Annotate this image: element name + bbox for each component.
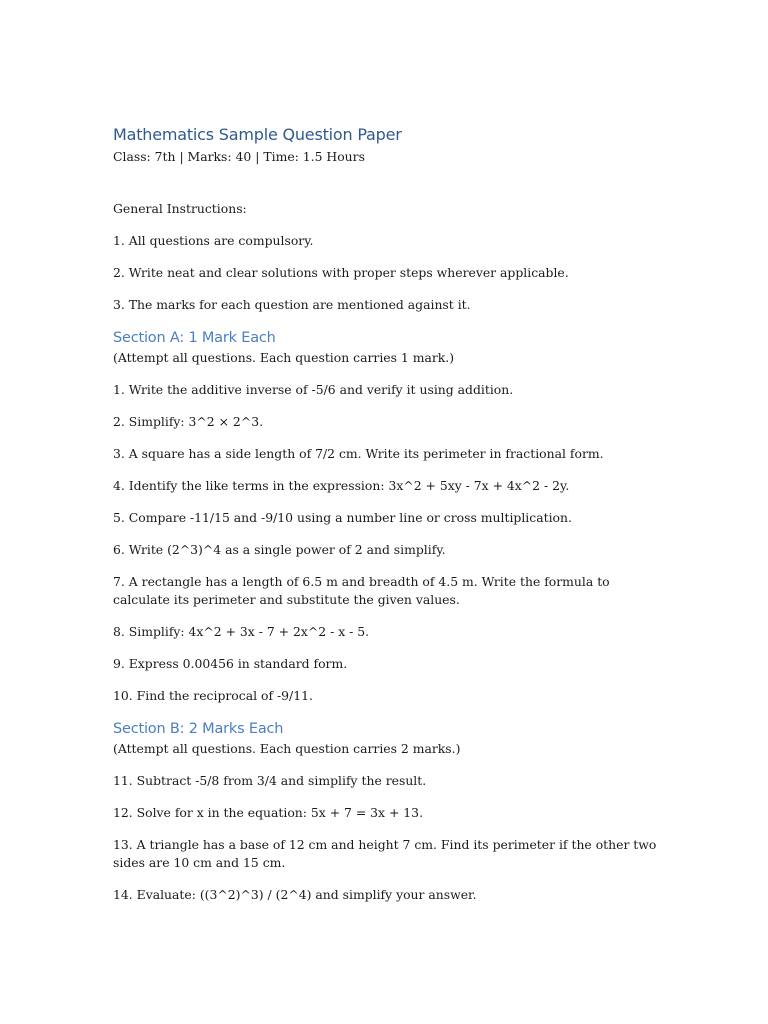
section-a-note: (Attempt all questions. Each question carries 1 mark.) bbox=[113, 350, 455, 365]
question-item: 1. Write the additive inverse of -5/6 and verify it using addition. bbox=[113, 382, 514, 397]
section-b-heading: Section B: 2 Marks Each bbox=[113, 721, 284, 737]
section-b-questions bbox=[113, 772, 658, 904]
question-item: 6. Write (2^3)^4 as a single power of 2 and simplify. bbox=[113, 542, 446, 557]
question-item: 4. Identify the like terms in the expression: 3x^2 + 5xy - 7x + 4x^2 - 2y. bbox=[113, 478, 570, 493]
question-item: 5. Compare -11/15 and -9/10 using a number line or cross multiplication. bbox=[113, 510, 572, 525]
instruction-item: 1. All questions are compulsory. bbox=[113, 233, 314, 248]
paper-meta: Class: 7th | Marks: 40 | Time: 1.5 Hours bbox=[113, 149, 365, 164]
instruction-item: 3. The marks for each question are mentioned against it. bbox=[113, 297, 471, 312]
section-a-questions bbox=[113, 381, 658, 705]
section-b-note: (Attempt all questions. Each question carries 2 marks.) bbox=[113, 741, 461, 756]
question-item: 10. Find the reciprocal of -9/11. bbox=[113, 688, 313, 703]
question-item: 13. A triangle has a base of 12 cm and height 7 cm. Find its perimeter if the other two sides are 10 cm and 15 cm. bbox=[113, 837, 657, 870]
question-item: 3. A square has a side length of 7/2 cm. Write its perimeter in fractional form. bbox=[113, 446, 604, 461]
instructions-list bbox=[113, 232, 658, 314]
section-a-heading: Section A: 1 Mark Each bbox=[113, 330, 276, 346]
question-paper bbox=[113, 124, 658, 904]
question-item: 9. Express 0.00456 in standard form. bbox=[113, 656, 348, 671]
instructions-heading: General Instructions: bbox=[113, 201, 247, 216]
paper-title: Mathematics Sample Question Paper bbox=[113, 125, 402, 144]
question-item: 12. Solve for x in the equation: 5x + 7 = 3x + 13. bbox=[113, 805, 424, 820]
question-item: 11. Subtract -5/8 from 3/4 and simplify the result. bbox=[113, 773, 427, 788]
question-item: 7. A rectangle has a length of 6.5 m and breadth of 4.5 m. Write the formula to calculate its perimeter and substitute the given values. bbox=[113, 574, 610, 607]
question-item: 8. Simplify: 4x^2 + 3x - 7 + 2x^2 - x - 5. bbox=[113, 624, 370, 639]
instruction-item: 2. Write neat and clear solutions with proper steps wherever applicable. bbox=[113, 265, 569, 280]
question-item: 14. Evaluate: ((3^2)^3) / (2^4) and simplify your answer. bbox=[113, 887, 477, 902]
question-item: 2. Simplify: 3^2 × 2^3. bbox=[113, 414, 264, 429]
